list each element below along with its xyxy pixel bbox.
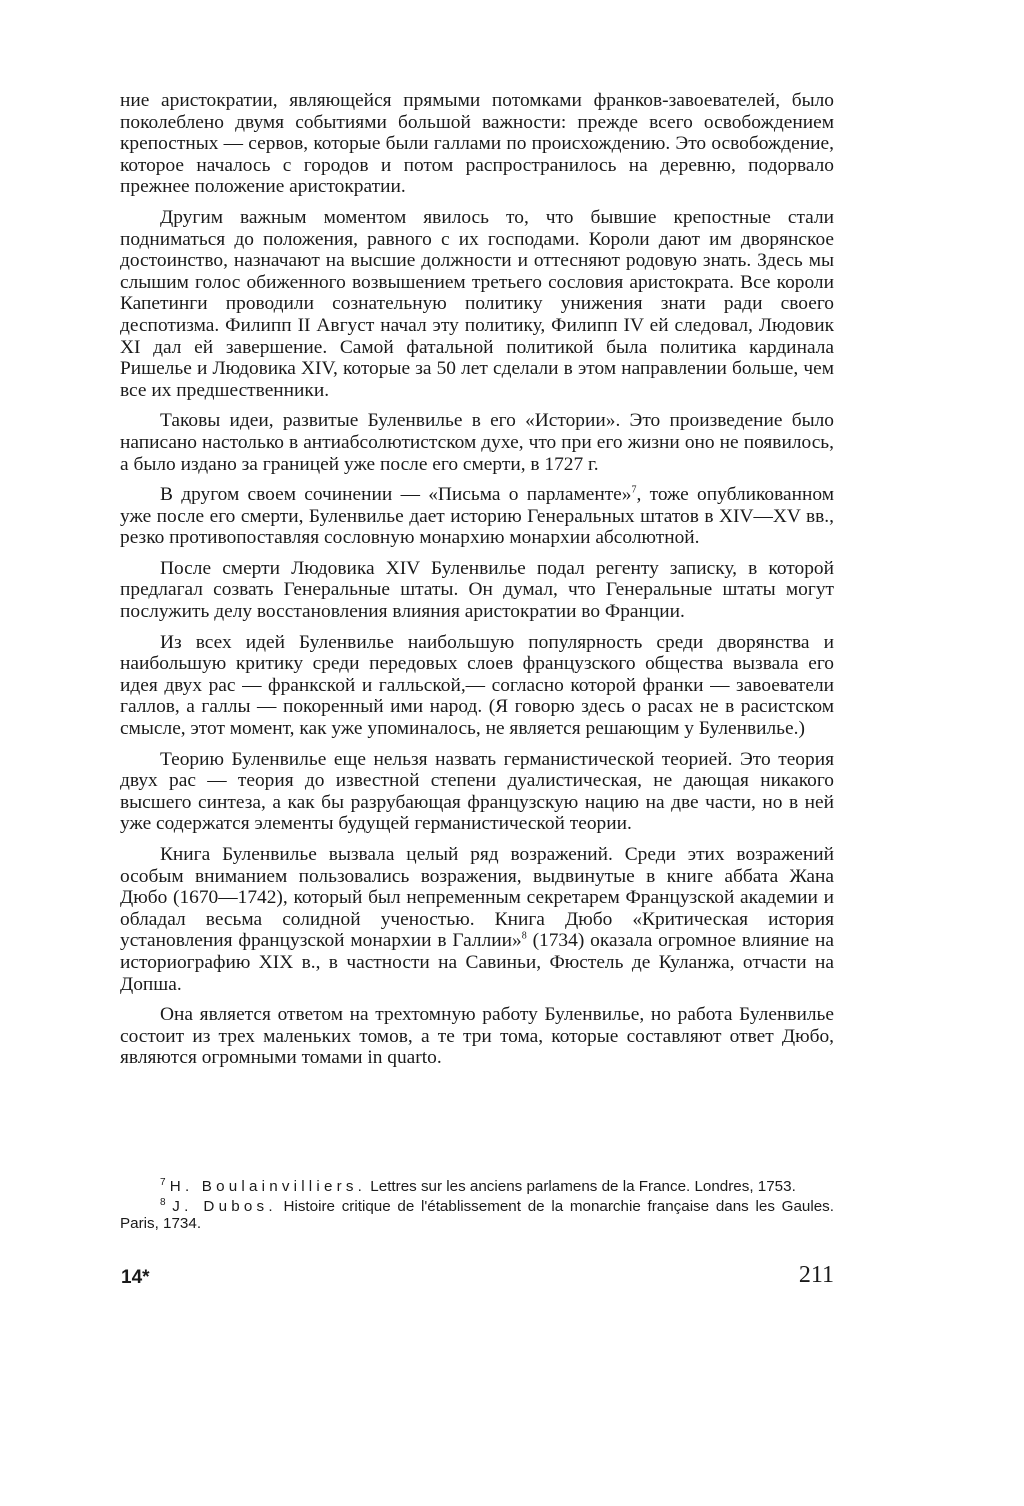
signature-mark: 14*: [121, 1267, 150, 1288]
footnote-mark: 7: [160, 1176, 166, 1188]
footnote-reference: 7: [631, 484, 637, 496]
paragraph-text: Книга Буленвилье вызвала целый ряд возражений. Среди этих возражений особым вниманием пользовались возражения, выдвинутые в книге аббата Жана Дюбо (1670—1742), который был непременным секретарем Французской академии и обладал весьма солидной ученостью. Книга Дюбо «Критическая история установления французской монархии в Галлии»: [120, 844, 834, 952]
page-number: 211: [798, 1262, 834, 1288]
paragraph-text: В другом своем сочинении — «Письма о парламенте»: [160, 484, 632, 506]
footnote-reference: 8: [521, 930, 527, 942]
paragraph-text: , тоже опубликованном уже после его смерти, Буленвилье дает историю Генеральных штатов в XIV—XV вв., резко противопоставляя сословную монархию монархии абсолютной.: [120, 484, 834, 549]
footnote: [120, 1198, 834, 1233]
footnote-mark: 8: [160, 1196, 166, 1208]
paragraph: [120, 844, 834, 995]
footnote-author: H. Boulainvilliers.: [169, 1178, 367, 1195]
footnote-text: Lettres sur les anciens parlamens de la France. Londres, 1753.: [366, 1178, 796, 1195]
paragraph: Она является ответом на трехтомную работу Буленвилье, но работа Буленвилье состоит из трех маленьких томов, а те три тома, которые составляют ответ Дюбо, являются огромными томами in quarto.: [120, 1004, 834, 1069]
paragraph: После смерти Людовика XIV Буленвилье подал регенту записку, в которой предлагал созвать Генеральные штаты. Он думал, что Генеральные штаты могут послужить делу восстановления влияния аристократии во Франции.: [120, 557, 834, 623]
paragraph: ние аристократии, являющейся прямыми потомками франков-завоевателей, было поколеблено двумя событиями большой важности: прежде всего освобождением крепостных — сервов, которые были галлами по происхождению. Это освобождение, которое началось с городов и потом распространилось на деревню, подорвало прежнее положение аристократии.: [120, 90, 834, 198]
paragraph: Теорию Буленвилье еще нельзя назвать германистической теорией. Это теория двух рас — теория до известной степени дуалистическая, не дающая никакого высшего синтеза, а как бы разрубающая французскую нацию на две части, но в ней уже содержатся элементы будущей германистической теории.: [120, 748, 834, 835]
paragraph: [120, 484, 834, 549]
footnote-author: J. Dubos.: [172, 1197, 277, 1215]
footnote-text: Histoire critique de l'établissement de la monarchie française dans les Gaules. Paris, 1734.: [120, 1197, 834, 1232]
main-text: [120, 90, 834, 1069]
footnote: [120, 1178, 834, 1196]
paragraph: Другим важным моментом явилось то, что бывшие крепостные стали подниматься до положения, равного с их господами. Короли дают им дворянское достоинство, назначают на высшие должности и оттесняют родовую знать. Здесь мы слышим голос обиженного возвышением третьего сословия аристократа. Все короли Капетинги проводили сознательную политику унижения знати ради своего деспотизма. Филипп II Август начал эту политику, Филипп IV ей следовал, Людовик XI дал ей завершение. Самой фатальной политикой была политика кардинала Ришелье и Людовика XIV, которые за 50 лет сделали в этом направлении больше, чем все их предшественники.: [120, 206, 834, 401]
footnotes: [120, 1178, 834, 1233]
paragraph: Из всех идей Буленвилье наибольшую популярность среди дворянства и наибольшую критику среди передовых слоев французского общества вызвала его идея двух рас — франкской и галльской,— согласно которой франки — завоеватели галлов, а галлы — покоренный ими народ. (Я говорю здесь о расах не в расистском смысле, этот момент, как уже упоминалось, не является решающим у Буленвилье.): [120, 631, 834, 740]
paragraph-text: (1734) оказала огромное влияние на историографию XIX в., в частности на Савиньи, Фюстель де Куланжа, отчасти на Допша.: [120, 930, 834, 995]
paragraph: Таковы идеи, развитые Буленвилье в его «Истории». Это произведение было написано настолько в антиабсолютистском духе, что при его жизни оно не появилось, а было издано за границей уже после его смерти, в 1727 г.: [120, 410, 834, 475]
